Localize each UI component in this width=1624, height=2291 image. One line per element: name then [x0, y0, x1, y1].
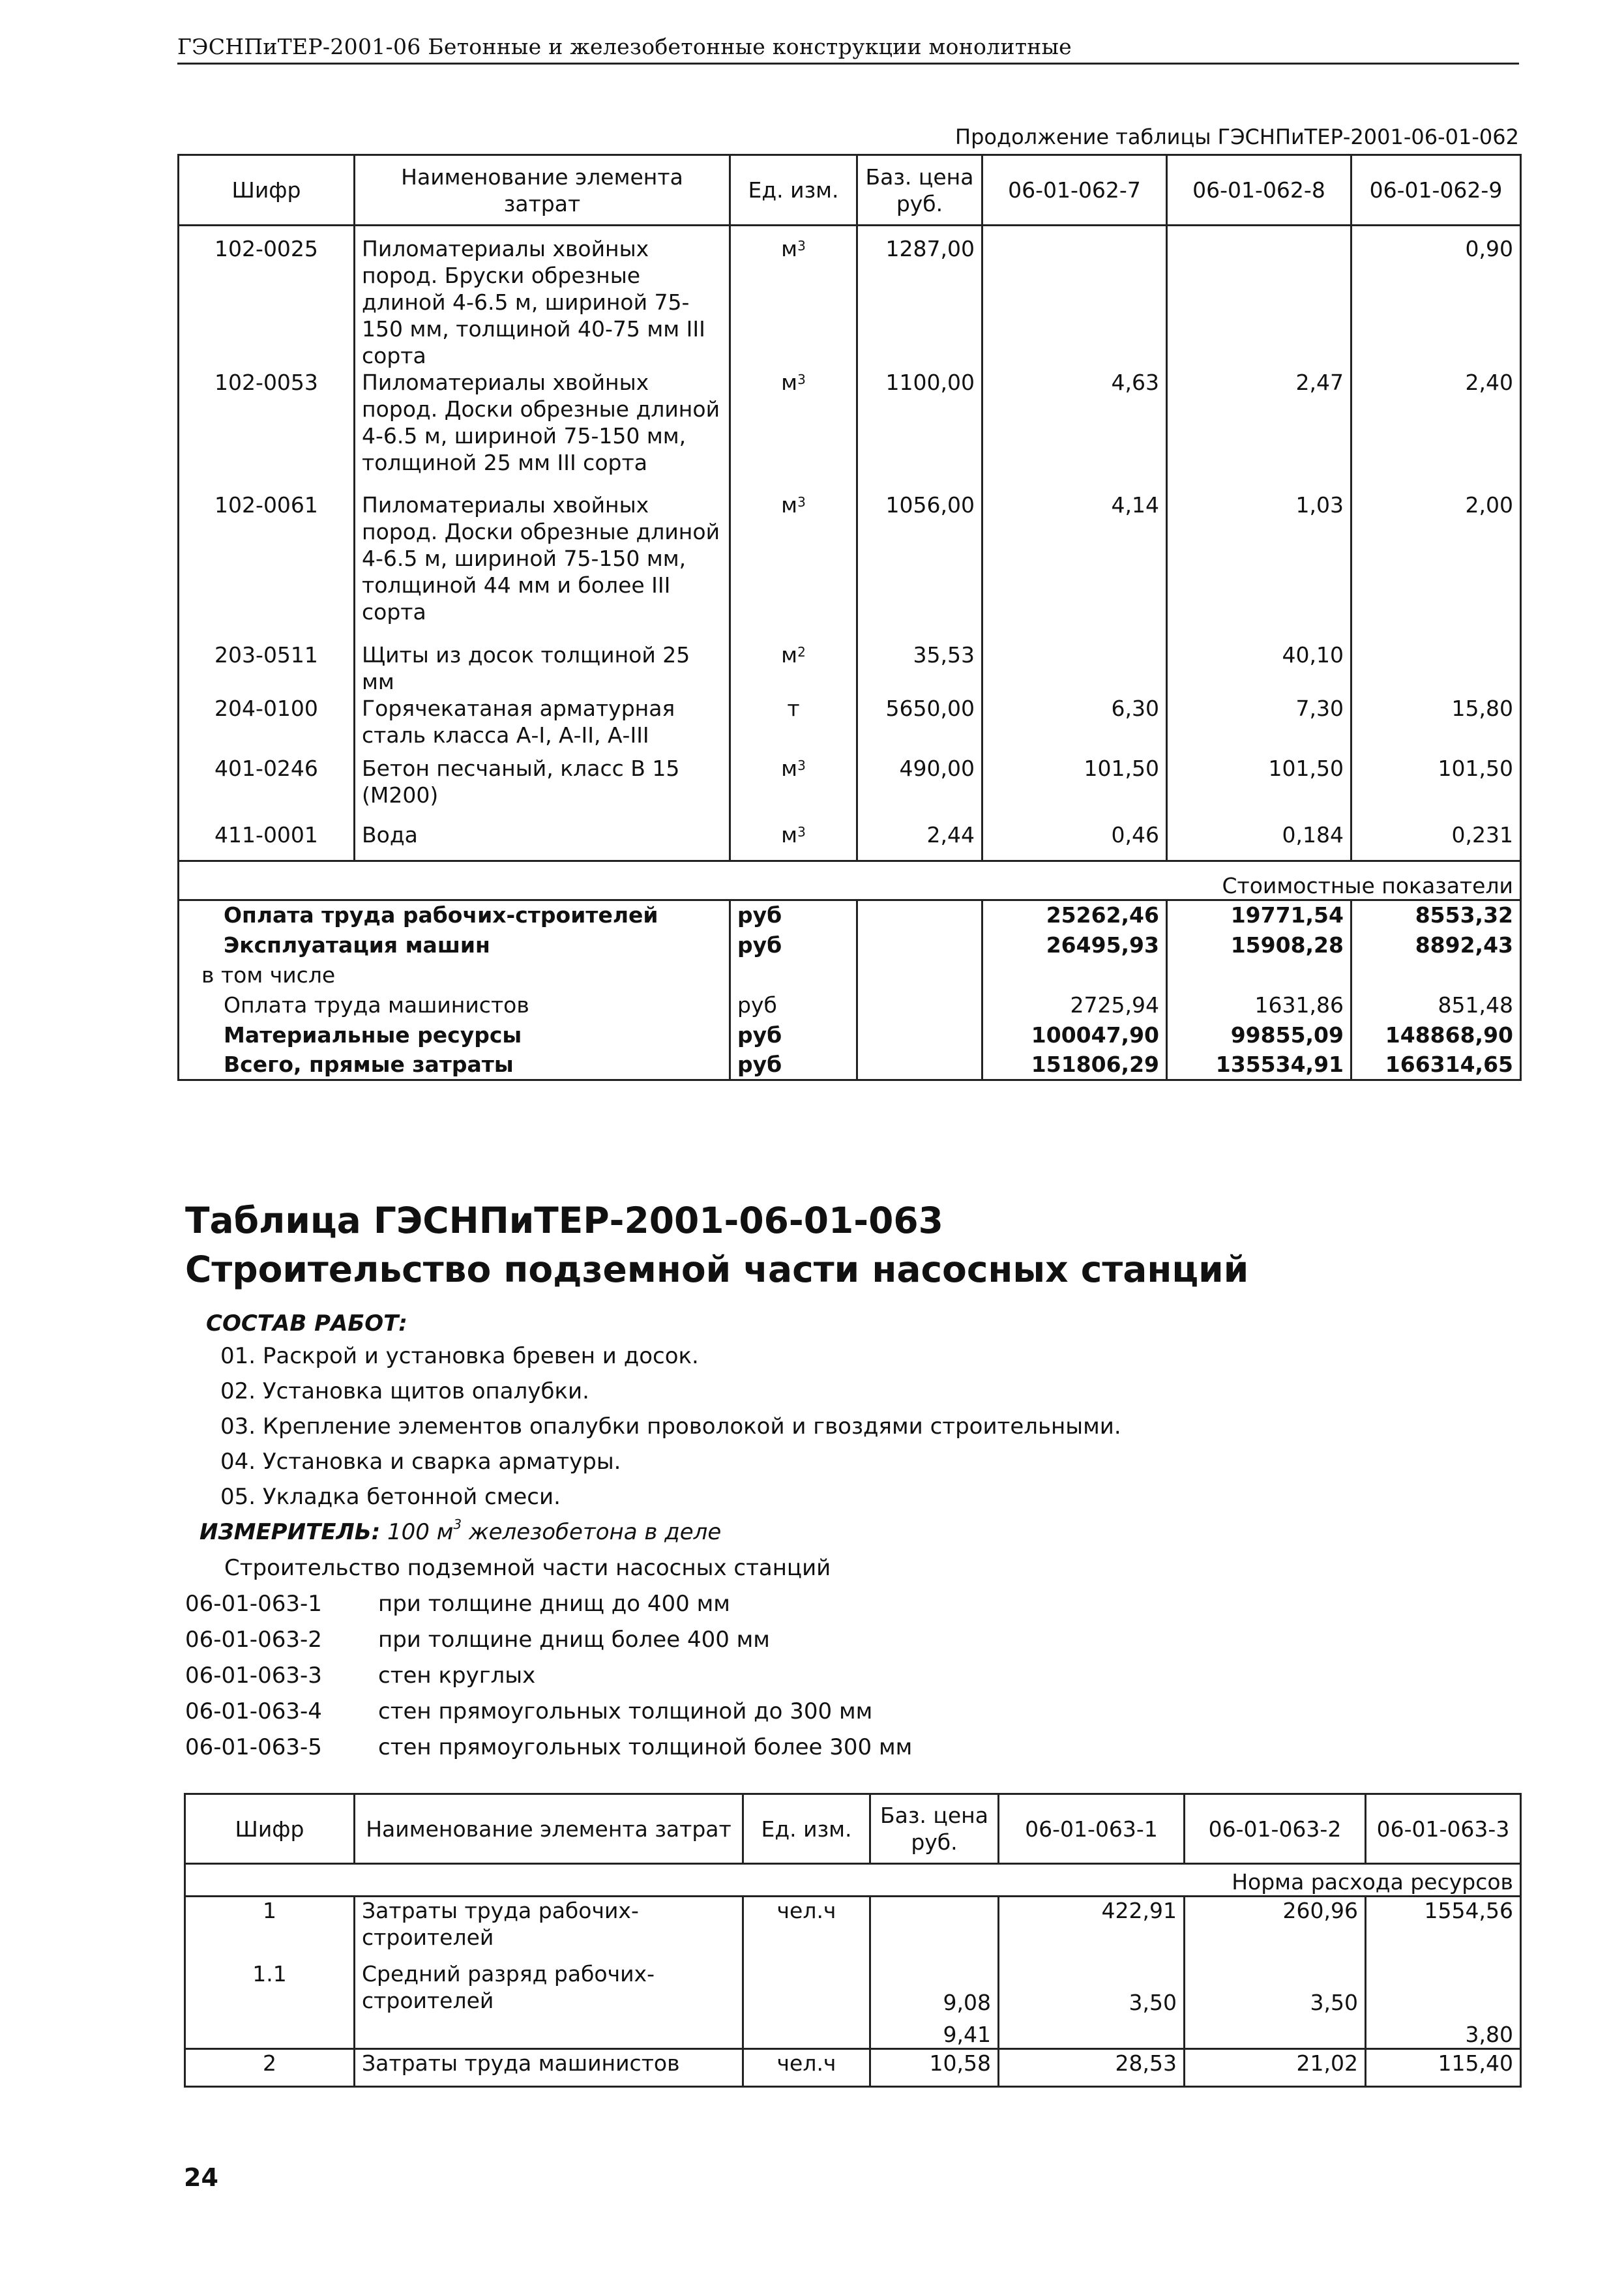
summary-empty: [857, 960, 982, 990]
price-value: 9,08: [943, 1989, 991, 2015]
summary-row: [179, 1020, 1521, 1050]
table-row: [185, 2048, 1521, 2086]
summary-value: 1631,86: [1167, 990, 1351, 1020]
cell-value: [982, 226, 1167, 370]
table-row: [179, 369, 1521, 492]
summary-value: 148868,90: [1351, 1020, 1521, 1050]
cell-value: 0,46: [982, 821, 1167, 861]
summary-empty: [857, 900, 982, 930]
table-row: [179, 226, 1521, 370]
cell-price: [870, 1960, 999, 2049]
summary-empty: [857, 990, 982, 1020]
cell-value: 101,50: [982, 755, 1167, 821]
cell-name: Затраты труда машинистов: [355, 2048, 743, 2086]
summary-label: Материальные ресурсы: [224, 1022, 522, 1048]
col-header: 06-01-062-8: [1167, 155, 1351, 226]
measure-rest: железобетона в деле: [468, 1519, 722, 1545]
cell-value: [1351, 642, 1521, 695]
code-description: при толщине днищ до 400 мм: [378, 1591, 730, 1617]
cell-value: 21,02: [1185, 2048, 1366, 2086]
summary-value: [1167, 960, 1351, 990]
cell-value: 1554,56: [1366, 1897, 1521, 1960]
cell-price: 1056,00: [857, 492, 982, 642]
unit-text: м: [781, 642, 798, 668]
summary-label: Оплата труда рабочих-строителей: [224, 902, 658, 928]
resource-table-063: [184, 1793, 1522, 2088]
code-id: 06-01-063-1: [185, 1591, 322, 1617]
code-description: при толщине днищ более 400 мм: [378, 1627, 770, 1653]
cell-name: Пиломатериалы хвойных пород. Доски обрезные длиной 4-6.5 м, шириной 75-150 мм, толщиной 44 мм и более III сорта: [355, 492, 730, 642]
summary-unit: руб: [730, 1020, 857, 1050]
cell-unit: [730, 226, 857, 370]
table-continuation-caption: Продолжение таблицы ГЭСНПиТЕР-2001-06-01-062: [955, 125, 1519, 149]
summary-unit: руб: [730, 900, 857, 930]
summary-value: 135534,91: [1167, 1050, 1351, 1080]
unit-sup: 3: [797, 758, 806, 773]
work-item: 04. Установка и сварка арматуры.: [220, 1449, 621, 1475]
construction-title: Строительство подземной части насосных станций: [224, 1555, 831, 1581]
cell-value: 15,80: [1351, 695, 1521, 755]
cell-price: 490,00: [857, 755, 982, 821]
unit-sup: 3: [797, 824, 806, 840]
cell-name: Вода: [355, 821, 730, 861]
summary-value: 151806,29: [982, 1050, 1167, 1080]
col-header: Шифр: [179, 155, 355, 226]
cell-name: Бетон песчаный, класс В 15 (М200): [355, 755, 730, 821]
unit-sup: 2: [797, 644, 806, 660]
cell-value: 4,14: [982, 492, 1167, 642]
code-id: 06-01-063-4: [185, 1698, 322, 1724]
cell-value: 115,40: [1366, 2048, 1521, 2086]
summary-empty: [857, 1020, 982, 1050]
cell-value: 0,231: [1351, 821, 1521, 861]
work-item: 02. Установка щитов опалубки.: [220, 1378, 589, 1404]
cell-name: Щиты из досок толщиной 25 мм: [355, 642, 730, 695]
col-header: Ед. изм.: [730, 155, 857, 226]
cell-name: Пиломатериалы хвойных пород. Бруски обрезные длиной 4-6.5 м, шириной 75-150 мм, толщиной 40-75 мм III сорта: [355, 226, 730, 370]
cell-price: 2,44: [857, 821, 982, 861]
cell-unit: [730, 369, 857, 492]
col-header: 06-01-062-7: [982, 155, 1167, 226]
header-rule: [177, 63, 1519, 65]
col-header: Баз. цена руб.: [857, 155, 982, 226]
cell-unit: [730, 695, 857, 755]
unit-sup: 3: [797, 372, 806, 387]
summary-value: 166314,65: [1351, 1050, 1521, 1080]
summary-value: 19771,54: [1167, 900, 1351, 930]
cell-value: 2,00: [1351, 492, 1521, 642]
col-header: 06-01-063-3: [1366, 1794, 1521, 1864]
cell-name: Средний разряд рабочих-строителей: [355, 1960, 743, 2049]
cell-unit: чел.ч: [743, 1897, 870, 1960]
cell-code: 411-0001: [214, 822, 318, 848]
section-label-row: [185, 1864, 1521, 1897]
cell-value: 3,50: [1185, 1960, 1366, 2049]
cell-unit: [730, 821, 857, 861]
resource-table-062: [177, 154, 1522, 1081]
section-label-row: [179, 861, 1521, 900]
cell-code: 102-0061: [214, 492, 318, 518]
cell-code: 203-0511: [214, 642, 318, 668]
cell-value: 4,63: [982, 369, 1167, 492]
page-number: 24: [184, 2163, 218, 2192]
cell-value: 0,90: [1351, 226, 1521, 370]
summary-unit: руб: [730, 930, 857, 960]
summary-row: [179, 960, 1521, 990]
summary-value: 15908,28: [1167, 930, 1351, 960]
summary-empty: [857, 930, 982, 960]
summary-unit: руб: [730, 990, 857, 1020]
summary-value: 2725,94: [982, 990, 1167, 1020]
summary-value: 8553,32: [1351, 900, 1521, 930]
cell-name: Пиломатериалы хвойных пород. Доски обрезные длиной 4-6.5 м, шириной 75-150 мм, толщиной 25 мм III сорта: [355, 369, 730, 492]
table-subtitle: Строительство подземной части насосных станций: [185, 1249, 1249, 1290]
summary-value: 99855,09: [1167, 1020, 1351, 1050]
unit-sup: 3: [797, 494, 806, 510]
col-header: Ед. изм.: [743, 1794, 870, 1864]
cell-value: 1,03: [1167, 492, 1351, 642]
summary-empty: [857, 1050, 982, 1080]
col-header: Наименование элемента затрат: [355, 1794, 743, 1864]
cost-section-label: Стоимостные показатели: [179, 861, 1521, 900]
cell-value: 3,80: [1366, 1960, 1521, 2049]
summary-row: [179, 900, 1521, 930]
cell-code: 1.1: [185, 1960, 355, 2049]
col-header: Шифр: [185, 1794, 355, 1864]
summary-unit: руб: [730, 1050, 857, 1080]
unit-text: м: [781, 756, 798, 781]
table-header-row: [185, 1794, 1521, 1864]
cell-unit: чел.ч: [743, 2048, 870, 2086]
code-id: 06-01-063-3: [185, 1663, 322, 1689]
cell-unit: [730, 642, 857, 695]
col-header: 06-01-063-2: [1185, 1794, 1366, 1864]
code-description: стен прямоугольных толщиной более 300 мм: [378, 1734, 913, 1760]
measure-sup: 3: [453, 1516, 462, 1532]
work-item: 05. Укладка бетонной смеси.: [220, 1484, 561, 1510]
table-row: [185, 1897, 1521, 1960]
summary-value: 25262,46: [982, 900, 1167, 930]
cell-price: 5650,00: [857, 695, 982, 755]
col-header: 06-01-062-9: [1351, 155, 1521, 226]
cell-code: 401-0246: [214, 756, 318, 781]
cell-name: Затраты труда рабочих-строителей: [355, 1897, 743, 1960]
work-item: 03. Крепление элементов опалубки проволокой и гвоздями строительными.: [220, 1413, 1121, 1440]
table-row: [179, 642, 1521, 695]
summary-row: [179, 990, 1521, 1020]
summary-value: 851,48: [1351, 990, 1521, 1020]
works-label: СОСТАВ РАБОТ:: [206, 1310, 407, 1337]
measure-value: 100 м: [387, 1519, 454, 1545]
cell-code: 2: [263, 2050, 276, 2076]
unit-text: т: [787, 696, 800, 721]
code-id: 06-01-063-2: [185, 1627, 322, 1653]
cell-name: Горячекатаная арматурная сталь класса А-I, А-II, А-III: [355, 695, 730, 755]
table-row: [179, 755, 1521, 821]
price-value: 10,58: [929, 2050, 991, 2076]
table-row: [179, 695, 1521, 755]
summary-label: Эксплуатация машин: [224, 932, 490, 958]
cell-price: 35,53: [857, 642, 982, 695]
cell-value: 28,53: [999, 2048, 1185, 2086]
measure-line: [199, 1516, 722, 1545]
table-row: [179, 492, 1521, 642]
col-header: Баз. цена руб.: [870, 1794, 999, 1864]
cell-unit: [730, 492, 857, 642]
table-title: Таблица ГЭСНПиТЕР-2001-06-01-063: [185, 1200, 943, 1241]
summary-unit: [730, 960, 857, 990]
summary-value: 100047,90: [982, 1020, 1167, 1050]
table-header-row: [179, 155, 1521, 226]
summary-value: 26495,93: [982, 930, 1167, 960]
summary-value: 8892,43: [1351, 930, 1521, 960]
code-description: стен прямоугольных толщиной до 300 мм: [378, 1698, 873, 1724]
summary-value: [1351, 960, 1521, 990]
cell-value: 101,50: [1351, 755, 1521, 821]
price-value-2: 9,41: [943, 2021, 991, 2047]
summary-row: [179, 930, 1521, 960]
unit-text: м: [781, 822, 798, 848]
summary-value: [982, 960, 1167, 990]
unit-text: м: [781, 236, 798, 261]
summary-label: Оплата труда машинистов: [224, 992, 529, 1018]
unit-text: м: [781, 492, 798, 518]
running-header: ГЭСНПиТЕР-2001-06 Бетонные и железобетонные конструкции монолитные: [177, 34, 1072, 59]
table-row: [179, 821, 1521, 861]
col-header: 06-01-063-1: [999, 1794, 1185, 1864]
cell-value: 2,47: [1167, 369, 1351, 492]
cell-code: 102-0053: [214, 370, 318, 395]
cell-value: 422,91: [999, 1897, 1185, 1960]
cell-code: 102-0025: [214, 236, 318, 261]
cell-value: 260,96: [1185, 1897, 1366, 1960]
cell-price: [870, 2048, 999, 2086]
cell-price: 1100,00: [857, 369, 982, 492]
cell-value: 3,50: [999, 1960, 1185, 2049]
code-id: 06-01-063-5: [185, 1734, 322, 1760]
cell-code: 1: [263, 1898, 276, 1923]
measure-label: ИЗМЕРИТЕЛЬ:: [199, 1519, 381, 1545]
work-item: 01. Раскрой и установка бревен и досок.: [220, 1343, 699, 1369]
cell-value: 2,40: [1351, 369, 1521, 492]
unit-text: м: [781, 370, 798, 395]
col-header: Наименование элемента затрат: [355, 155, 730, 226]
cell-value: 0,184: [1167, 821, 1351, 861]
unit-sup: 3: [797, 238, 806, 254]
cell-unit: [743, 1960, 870, 2049]
code-description: стен круглых: [378, 1663, 536, 1689]
cell-value: 40,10: [1167, 642, 1351, 695]
table-row: [185, 1960, 1521, 2049]
cell-value: 6,30: [982, 695, 1167, 755]
cell-value: [1167, 226, 1351, 370]
cell-price: [870, 1897, 999, 1960]
norm-label: Норма расхода ресурсов: [185, 1864, 1521, 1897]
cell-price: 1287,00: [857, 226, 982, 370]
cell-value: 7,30: [1167, 695, 1351, 755]
cell-code: 204-0100: [214, 696, 318, 721]
summary-label: Всего, прямые затраты: [224, 1051, 514, 1077]
cell-value: [982, 642, 1167, 695]
cell-value: 101,50: [1167, 755, 1351, 821]
summary-row: [179, 1050, 1521, 1080]
summary-label: в том числе: [201, 962, 336, 988]
cell-unit: [730, 755, 857, 821]
